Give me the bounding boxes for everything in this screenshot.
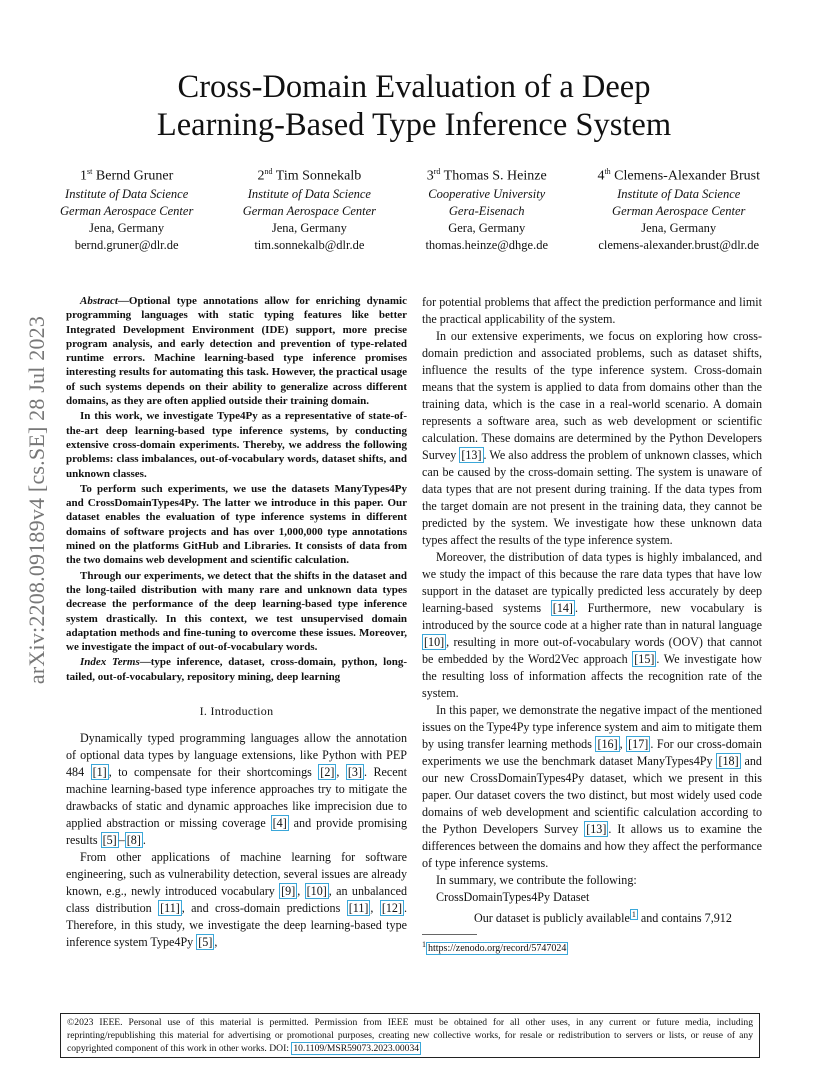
citation-link[interactable]: [9] bbox=[281, 884, 296, 899]
citation-link[interactable]: [11] bbox=[160, 901, 180, 916]
author-email[interactable]: clemens-alexander.brust@dlr.de bbox=[598, 237, 760, 252]
citation-link[interactable]: [3] bbox=[347, 765, 362, 780]
author-location: Jena, Germany bbox=[89, 220, 165, 235]
author-list bbox=[60, 162, 760, 254]
citation-link[interactable]: [13] bbox=[586, 822, 607, 836]
author-ordinal-suffix: st bbox=[87, 167, 93, 176]
author-affiliation: Institute of Data Science bbox=[65, 186, 189, 201]
contribution-item-text: Our dataset is publicly available $^1$ and contains 7,912 bbox=[474, 910, 732, 926]
author-block bbox=[243, 162, 376, 254]
citation-link[interactable]: [18] bbox=[718, 754, 739, 768]
paper-title bbox=[0, 68, 828, 144]
author-block bbox=[597, 162, 760, 254]
author-email[interactable]: bernd.gruner@dlr.de bbox=[74, 237, 179, 252]
abstract-paragraph: To perform such experiments, we use the datasets ManyTypes4Py and CrossDomainTypes4Py. The latter we introduce in this paper. Our dataset enables the evaluation of type inference systems in different domains of software projects and has over 1,000,000 type annotations mined on the platforms GitHub and Libraries. It consists of data from the two domains web development and scientific calculation. bbox=[66, 482, 407, 567]
author-ordinal: 1 bbox=[80, 168, 88, 184]
doi-link[interactable]: 10.1109/MSR59073.2023.00034 bbox=[293, 1043, 420, 1054]
citation-link[interactable]: [2] bbox=[320, 765, 335, 780]
author-affiliation: Cooperative University bbox=[428, 186, 546, 201]
body-paragraph: Moreover, the distribution of data types is highly imbalanced, and we study the impact of this because the rare data types that have low support in the dataset are typically predicted less accurately by deep learning-based systems [14] . Furthermore, new vocabulary is introduced by the source code at a higher rate than in natural language [10] , resulting in more out-of-vocabulary words (OOV) that cannot be embedded by the Word2Vec approach [15] . We investigate how the resulting loss of information affects the recognition rate of the system. bbox=[422, 550, 762, 700]
author-name bbox=[425, 162, 548, 186]
author-name bbox=[597, 162, 760, 186]
abstract-paragraph: In this work, we investigate Type4Py as a representative of state-of-the-art deep learning-based type inference systems, by conducting extensive cross-domain experiments. Thereby, we address the following problems: class imbalances, out-of-vocabulary words, dataset shifts, and unknown classes. bbox=[66, 410, 407, 480]
index-terms-text: —type inference, dataset, cross-domain, python, long-tailed, out-of-vocabulary, repository mining, deep learning bbox=[66, 656, 407, 683]
author-ordinal: 3 bbox=[426, 168, 434, 184]
index-terms bbox=[66, 655, 407, 684]
contribution-item-title: CrossDomainTypes4Py Dataset bbox=[436, 890, 590, 904]
author-ordinal-suffix: rd bbox=[433, 167, 441, 176]
citation-link[interactable]: [14] bbox=[552, 601, 573, 615]
author-email[interactable]: thomas.heinze@dhge.de bbox=[425, 237, 549, 252]
citation-link[interactable]: [17] bbox=[628, 737, 649, 751]
author-name-text: Clemens-Alexander Brust bbox=[614, 168, 760, 184]
footnote-number: 1 bbox=[422, 940, 426, 950]
citation-link[interactable]: [5] bbox=[102, 833, 117, 848]
body-paragraph: In our extensive experiments, we focus on exploring how cross-domain prediction and associated problems, such as dataset shifts, influence the results of the type inference system. Cross-domain means that the system is applied to data from domains other than the training data, which is the case in a real-world scenario. A domain represents a software area, such as web development or scientific calculation. These domains are determined by the Python Developers Survey [13] . We also address the problem of unknown classes, which can be caused by the cross-domain setting. The system is unaware of data types that are not present during training. If the data types from the target domain are not present in the training data, they cannot be predicted by the system. We investigate how these unknown data types affect the results of the type inference system. bbox=[422, 329, 762, 547]
citation-link[interactable]: [16] bbox=[597, 737, 618, 751]
footnote-url-link[interactable]: https://zenodo.org/record/5747024 bbox=[428, 943, 567, 955]
body-paragraph: In summary, we contribute the following: bbox=[436, 873, 637, 887]
footnote bbox=[422, 938, 762, 955]
author-affiliation: German Aerospace Center bbox=[60, 203, 194, 218]
citation-link[interactable]: [15] bbox=[634, 652, 655, 666]
author-location: Jena, Germany bbox=[641, 220, 717, 235]
author-block bbox=[60, 162, 193, 254]
author-ordinal-suffix: nd bbox=[264, 167, 273, 176]
arxiv-sidebar-stamp bbox=[22, 300, 52, 700]
body-paragraph: Dynamically typed programming languages allow the annotation of optional data types by language extensions, like Python with PEP 484 [1] , to compensate for their shortcomings [2] , [3] . Recent machine learning-based type inference approaches try to mitigate the drawbacks of static and dynamic approaches like imprecision due to applied abstraction or missing coverage [4] and provide promising results [5] – [8] . bbox=[66, 731, 408, 848]
abstract bbox=[66, 294, 407, 684]
index-terms-label: Index Terms bbox=[80, 656, 140, 669]
citation-link[interactable]: [4] bbox=[272, 816, 287, 831]
author-name-text: Tim Sonnekalb bbox=[275, 168, 362, 184]
citation-link[interactable]: [10] bbox=[306, 884, 327, 899]
citation-link[interactable]: [5] bbox=[198, 935, 213, 950]
author-name bbox=[243, 162, 376, 186]
footnote-rule bbox=[422, 934, 477, 935]
introduction-body bbox=[66, 730, 407, 951]
body-paragraph: From other applications of machine learning for software engineering, such as vulnerability detection, several issues are already known, e.g., newly introduced vocabulary [9] , [10] , an unbalanced class distribution [11] , and cross-domain predictions [11] , [12] . Therefore, in this study, we investigate the deep learning-based type inference system Type4Py [5] , bbox=[66, 850, 408, 950]
citation-link[interactable]: [12] bbox=[381, 901, 402, 916]
author-ordinal: 4 bbox=[597, 168, 605, 184]
author-affiliation: Gera-Eisenach bbox=[448, 203, 525, 218]
author-name-text: Thomas S. Heinze bbox=[443, 168, 547, 184]
citation-link[interactable]: [10] bbox=[424, 635, 445, 649]
body-paragraph: for potential problems that affect the prediction performance and limit the practical applicability of the system. bbox=[422, 295, 762, 326]
footnote-marker[interactable]: 1 bbox=[631, 910, 636, 919]
author-affiliation: Institute of Data Science bbox=[247, 186, 371, 201]
abstract-text: —Optional type annotations allow for enriching dynamic programming languages with static typing features like better Integrated Development Environment (IDE) support, more precise program analysis, and early detection and prevention of type-related runtime errors. Machine learning-based type inference promises interesting results for automating this task. However, the practical usage of such systems depends on their ability to generalize across different domains, as they are often applied outside their training domain. bbox=[66, 295, 407, 408]
title-line-1: Cross-Domain Evaluation of a Deep bbox=[177, 69, 651, 105]
abstract-paragraph bbox=[66, 294, 407, 408]
left-column bbox=[66, 294, 407, 951]
author-email[interactable]: tim.sonnekalb@dlr.de bbox=[254, 237, 365, 252]
author-affiliation: German Aerospace Center bbox=[612, 203, 746, 218]
author-name bbox=[60, 162, 193, 186]
author-location: Jena, Germany bbox=[271, 220, 347, 235]
copyright-notice bbox=[60, 1013, 760, 1058]
author-ordinal: 2 bbox=[257, 168, 265, 184]
abstract-paragraph: Through our experiments, we detect that the shifts in the dataset and the long-tailed distribution with many rare and unknown data types decrease the performance of the deep learning-based type inference system drastically. In this context, we test unsupervised domain adaptation methods and fine-tuning to overcome these issues. Moreover, we investigate the impact of out-of-vocabulary words. bbox=[66, 569, 407, 654]
author-location: Gera, Germany bbox=[448, 220, 526, 235]
citation-link[interactable]: [11] bbox=[348, 901, 369, 916]
author-affiliation: German Aerospace Center bbox=[242, 203, 377, 218]
copyright-text: ©2023 IEEE. Personal use of this material is permitted. Permission from IEEE must be obtained for all other uses, in any current or future media, including reprinting/republishing this material for advertising or promotional purposes, creating new collective works, for resale or redistribution to servers or lists, or reuse of any copyrighted component of this work in other works. DOI: bbox=[67, 1017, 753, 1054]
citation-link[interactable]: [8] bbox=[126, 833, 141, 848]
title-line-2: Learning-Based Type Inference System bbox=[156, 107, 672, 143]
author-name-text: Bernd Gruner bbox=[95, 168, 174, 184]
citation-link[interactable]: [13] bbox=[461, 448, 482, 462]
author-ordinal-suffix: th bbox=[604, 167, 611, 176]
right-column bbox=[422, 294, 762, 955]
citation-link[interactable]: [1] bbox=[92, 765, 107, 780]
arxiv-identifier: arXiv:2208.09189v4 [cs.SE] 28 Jul 2023 bbox=[24, 315, 49, 685]
body-paragraph: In this paper, we demonstrate the negative impact of the mentioned issues on the Type4Py type inference system and aim to mitigate them by using transfer learning methods [16] , [17] . For our cross-domain experiments we use the benchmark dataset ManyTypes4Py [18] and our new CrossDomainTypes4Py dataset, which we present in this paper. Our dataset covers the two distinct, but most widely used code domains of web development and scientific calculation according to the Python Developers Survey [13] . It allows us to examine the differences between the domains and how they affect the performance of type inference systems. bbox=[422, 703, 762, 870]
abstract-label: Abstract bbox=[80, 295, 118, 307]
author-affiliation: Institute of Data Science bbox=[617, 186, 741, 201]
section-heading: I. Introduction bbox=[199, 704, 274, 719]
author-block bbox=[425, 162, 548, 254]
